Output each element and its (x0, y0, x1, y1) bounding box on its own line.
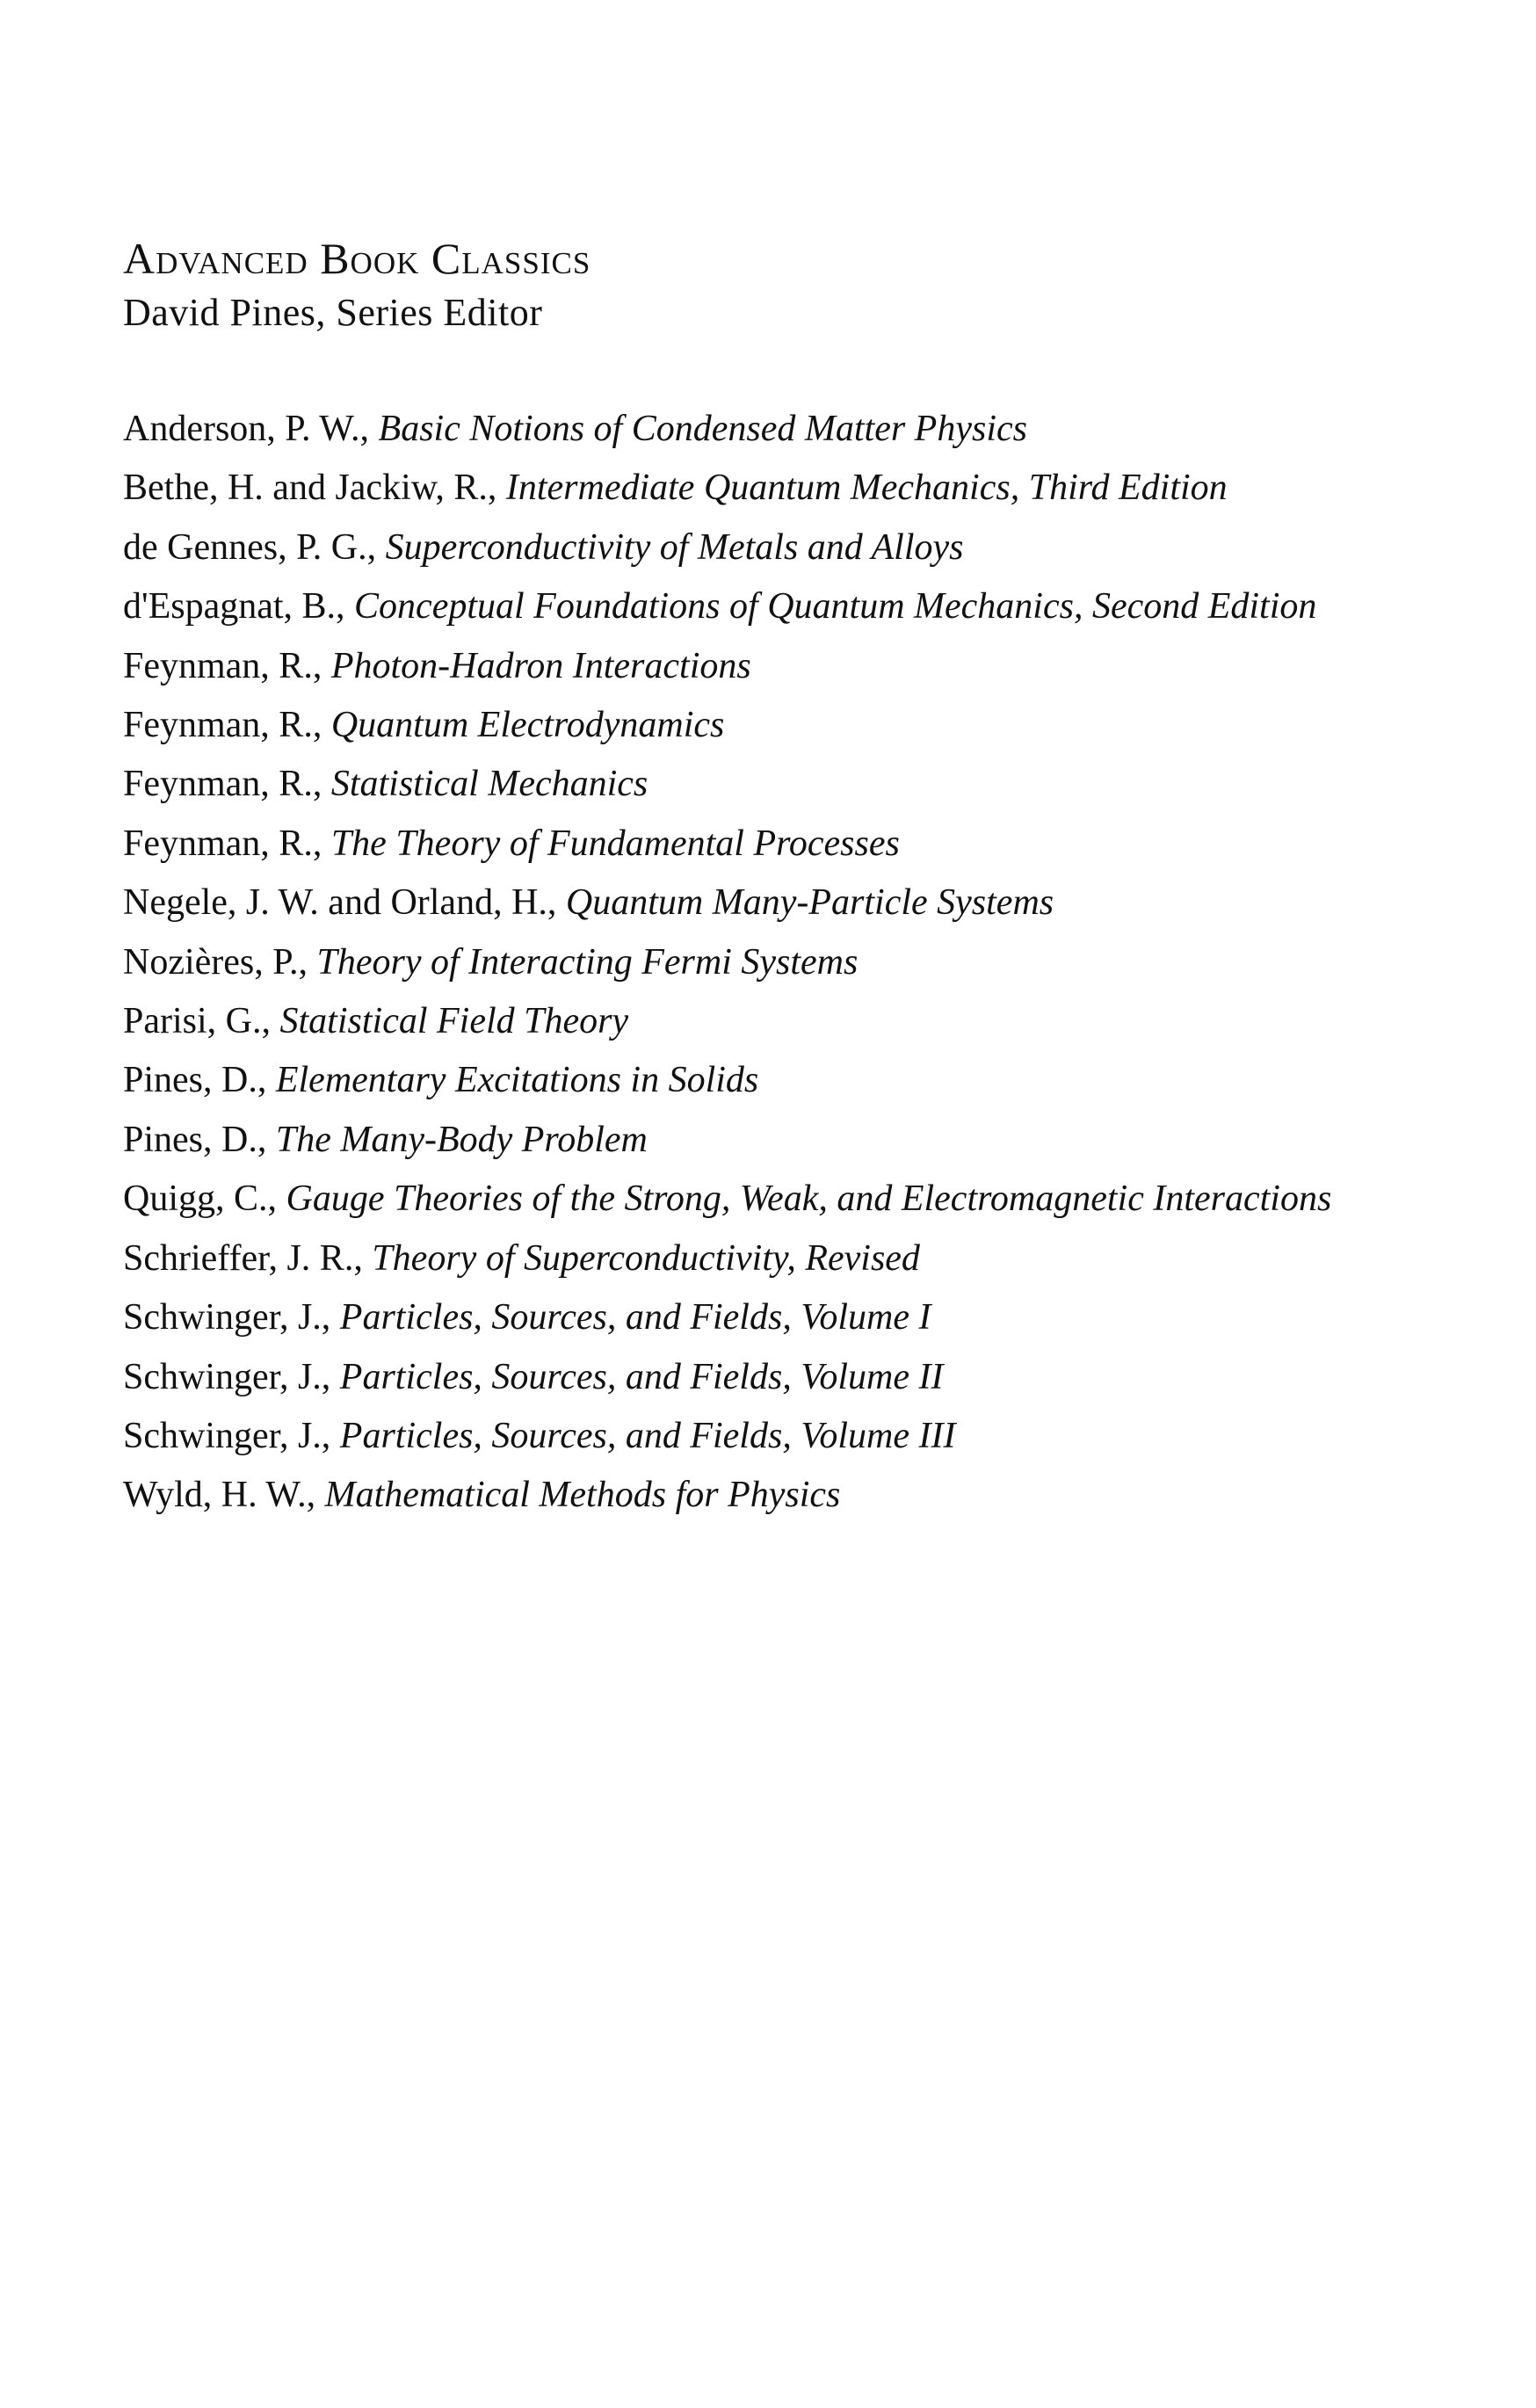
book-author: d'Espagnat, B., (123, 586, 355, 627)
book-list-item (123, 1407, 1494, 1466)
book-list-item (123, 815, 1494, 874)
book-author: Feynman, R., (123, 645, 331, 686)
book-title: Particles, Sources, and Fields, Volume I (339, 1297, 931, 1338)
book-list-item (123, 933, 1494, 992)
book-list-item (123, 755, 1494, 814)
book-author: Anderson, P. W., (123, 409, 379, 449)
book-author: Negele, J. W. and Orland, H., (123, 882, 566, 924)
book-list-item (123, 874, 1494, 932)
book-list-item (123, 1051, 1494, 1110)
book-title: Particles, Sources, and Fields, Volume II (339, 1356, 944, 1397)
book-list-item (123, 459, 1494, 518)
book-title: Conceptual Foundations of Quantum Mechanics, Second Edition (354, 586, 1317, 627)
book-author: de Gennes, P. G., (123, 526, 386, 568)
book-list-item (123, 992, 1494, 1051)
book-list-item (123, 400, 1494, 459)
book-author: Parisi, G., (123, 1001, 280, 1042)
book-author: Quigg, C., (123, 1179, 286, 1220)
book-title: Quantum Electrodynamics (330, 705, 725, 746)
book-title: Photon-Hadron Interactions (330, 645, 751, 686)
book-title: Particles, Sources, and Fields, Volume III (339, 1415, 956, 1456)
book-author: Schwinger, J., (123, 1297, 340, 1338)
book-list-item (123, 1170, 1494, 1229)
book-title: Mathematical Methods for Physics (324, 1475, 841, 1516)
book-author: Schrieffer, J. R., (123, 1237, 373, 1279)
book-title: Statistical Mechanics (330, 764, 648, 805)
book-author: Schwinger, J., (123, 1356, 340, 1397)
book-author: Pines, D., (123, 1060, 276, 1101)
book-list-item (123, 1348, 1494, 1407)
book-title: Intermediate Quantum Mechanics, Third Edition (505, 468, 1228, 509)
book-title: The Theory of Fundamental Processes (330, 823, 900, 864)
book-title: Elementary Excitations in Solids (275, 1060, 759, 1101)
book-title: Quantum Many-Particle Systems (565, 882, 1054, 924)
book-author: Feynman, R., (123, 705, 331, 746)
book-list-item (123, 696, 1494, 755)
book-title: Theory of Interacting Fermi Systems (316, 941, 859, 983)
series-title: Advanced Book Classics (123, 234, 591, 283)
book-author: Wyld, H. W., (123, 1475, 325, 1516)
book-list-item (123, 1466, 1494, 1525)
book-author: Bethe, H. and Jackiw, R., (123, 468, 506, 509)
book-list-item (123, 577, 1494, 636)
book-author: Feynman, R., (123, 823, 331, 864)
book-list (123, 400, 1494, 1526)
book-title: Statistical Field Theory (279, 1001, 629, 1042)
book-title: Superconductivity of Metals and Alloys (385, 526, 964, 568)
book-title: Basic Notions of Condensed Matter Physics (378, 409, 1027, 449)
book-title: Theory of Superconductivity, Revised (372, 1237, 920, 1279)
book-author: Pines, D., (123, 1119, 276, 1160)
book-list-item (123, 637, 1494, 696)
book-title: Gauge Theories of the Strong, Weak, and Electromagnetic Interactions (286, 1179, 1332, 1220)
book-author: Feynman, R., (123, 764, 331, 805)
book-author: Nozières, P., (123, 941, 317, 983)
book-author: Schwinger, J., (123, 1415, 340, 1456)
book-list-item (123, 1111, 1494, 1170)
book-list-item (123, 1288, 1494, 1347)
book-title: The Many-Body Problem (275, 1119, 648, 1160)
series-editor: David Pines, Series Editor (123, 291, 543, 334)
book-list-item (123, 519, 1494, 577)
book-list-item (123, 1229, 1494, 1288)
series-header (123, 230, 1406, 339)
